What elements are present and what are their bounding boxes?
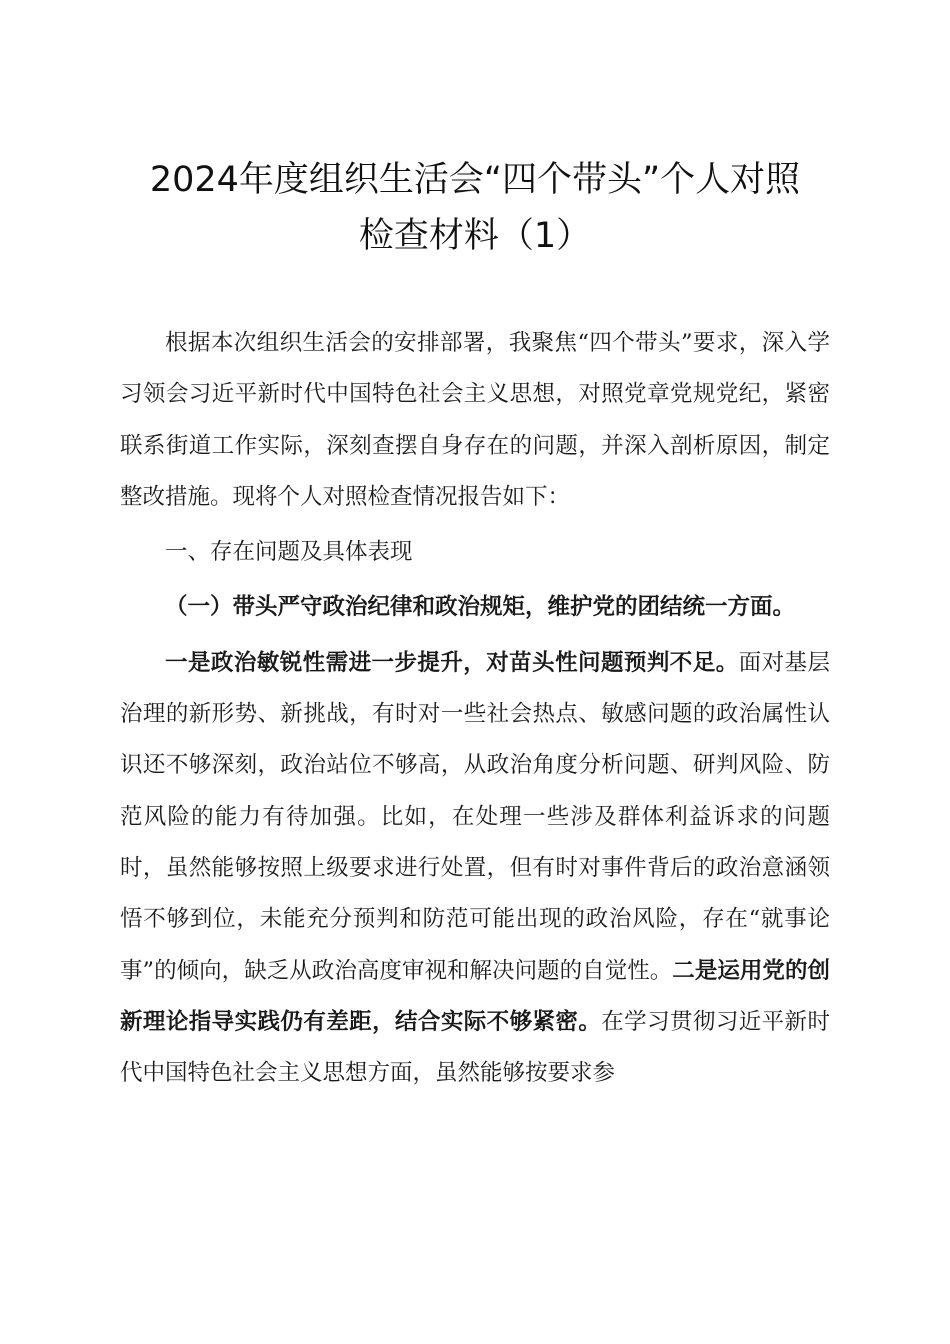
point-paragraph — [120, 638, 830, 1100]
point2-title: 二是运用党的创新理论指导实践仍有差距，结合实际不够紧密。 — [120, 957, 830, 1035]
intro-paragraph: 根据本次组织生活会的安排部署，我聚焦“四个带头”要求，深入学习领会习近平新时代中国特色社会主义思想，对照党章党规党纪，紧密联系街道工作实际，深刻查摆自身存在的问题，并深入剖析原因，制定整改措施。现将个人对照检查情况报告如下： — [120, 330, 830, 510]
document-title-line-1: 2024年度组织生活会“四个带头”个人对照 — [149, 160, 801, 200]
subsection-heading: （一）带头严守政治纪律和政治规矩，维护党的团结统一方面。 — [165, 594, 796, 621]
section-heading: 一、存在问题及具体表现 — [165, 539, 413, 566]
document-body — [120, 318, 830, 1099]
document-title-line-2: 检查材料（1） — [358, 216, 592, 256]
point1-body: 面对基层治理的新形势、新挑战，有时对一些社会热点、敏感问题的政治属性认识还不够深刻，政治站位不够高，从政治角度分析问题、研判风险、防范风险的能力有待加强。比如，在处理一些涉及群体利益诉求的问题时，虽然能够按照上级要求进行处置，但有时对事件背后的政治意涵领悟不够到位，未能充分预判和防范可能出现的政治风险，存在“就事论事”的倾向，缺乏从政治高度审视和解决问题的自觉性。 — [120, 649, 830, 984]
point1-title: 一是政治敏锐性需进一步提升，对苗头性问题预判不足。 — [165, 649, 739, 676]
point2-body: 在学习贯彻习近平新时代中国特色社会主义思想方面，虽然能够按要求参 — [120, 1008, 830, 1087]
